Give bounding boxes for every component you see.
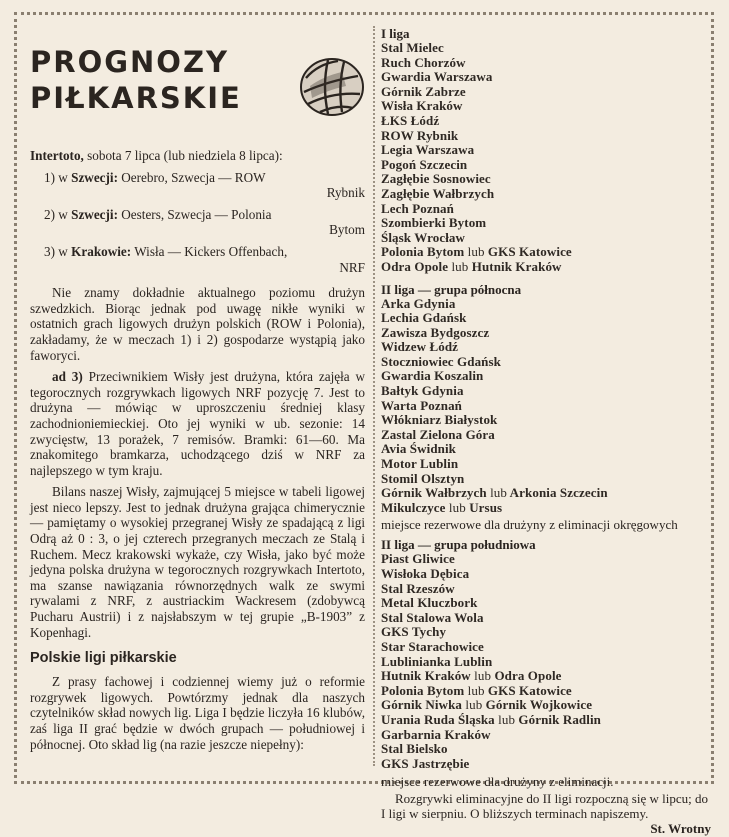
list-item-alt: Górnik Wałbrzych lub Arkonia Szczecin bbox=[381, 485, 608, 501]
column-divider bbox=[373, 26, 375, 766]
list-item: Widzew Łódź bbox=[381, 339, 459, 355]
intro-rest: sobota 7 lipca (lub niedziela 8 lipca): bbox=[83, 148, 283, 163]
match-num: 1) w bbox=[44, 169, 68, 185]
list-item: Metal Kluczbork bbox=[381, 595, 478, 611]
list-item: Garbarnia Kraków bbox=[381, 726, 491, 742]
match-text: Oerebro, Szwecja — ROW bbox=[121, 169, 266, 185]
match-2 bbox=[30, 207, 365, 238]
liga2s-list bbox=[381, 552, 711, 771]
list-item: Zawisza Bydgoszcz bbox=[381, 324, 490, 340]
paragraph-2-body: Przeciwnikiem Wisły jest drużyna, która zajęła w tegorocznych rozgrywkach ligowych NRF pozycję 7. Jest to drużyna — mówiąc w uproszczeniu średniej klasy zachodnioniemieckiej. Oto jej wyniki w ub. sezonie: 14 zwycięstw, 13 porażek, 7 remisów. Bramki: 61—60. Ma znakomitego bramkarza, uchodzącego dziś w NRF za najlepszego w tym kraju. bbox=[30, 369, 365, 478]
author: St. Wrotny bbox=[650, 821, 711, 837]
list-item: Gwardia Warszawa bbox=[381, 69, 493, 85]
list-item: Avia Świdnik bbox=[381, 441, 457, 457]
list-item: Star Starachowice bbox=[381, 638, 484, 654]
liga1-list bbox=[381, 41, 711, 275]
paragraph-2 bbox=[30, 369, 365, 478]
match-country: Krakowie: bbox=[71, 243, 132, 259]
closing-paragraph: Rozgrywki eliminacyjne do II ligi rozpoczną się w lipcu; do I ligi w sierpniu. O bliższych terminach napiszemy. bbox=[381, 791, 708, 822]
list-item: ŁKS Łódź bbox=[381, 112, 440, 128]
right-column bbox=[381, 26, 711, 837]
headline-line-1: PROGNOZY bbox=[30, 45, 229, 79]
list-item: Motor Lublin bbox=[381, 456, 459, 472]
list-item: Lublinianka Lublin bbox=[381, 653, 493, 669]
match-country: Szwecji: bbox=[71, 206, 118, 222]
list-item: Ruch Chorzów bbox=[381, 54, 466, 70]
intro bbox=[30, 148, 365, 164]
list-item: Bałtyk Gdynia bbox=[381, 383, 464, 399]
liga2n-heading: II liga — grupa północna bbox=[381, 281, 522, 297]
list-item: Zastal Zielona Góra bbox=[381, 426, 495, 442]
football-icon bbox=[298, 56, 366, 118]
paragraph-4: Z prasy fachowej i codziennej wiemy już o reformie rozgrywek ligowych. Powtórzmy jednak dla naszych czytelników skład nowych lig. Liga I będzie liczyła 16 klubów, zaś liga II grać będzie w dwóch grupach — południowej i północnej. Oto skład lig (na razie jeszcze niepełny): bbox=[30, 674, 365, 752]
list-item: Piast Gliwice bbox=[381, 551, 455, 567]
list-item-alt: Górnik Niwka lub Górnik Wojkowice bbox=[381, 697, 593, 713]
list-item: Stal Bielsko bbox=[381, 741, 448, 757]
match-3 bbox=[30, 244, 365, 275]
left-column bbox=[30, 26, 365, 752]
match-tail: Bytom bbox=[329, 222, 365, 238]
liga2n-list bbox=[381, 297, 711, 516]
list-item: Stal Mielec bbox=[381, 40, 444, 55]
title-block bbox=[30, 44, 365, 144]
match-tail: NRF bbox=[339, 259, 365, 275]
list-item: Gwardia Koszalin bbox=[381, 368, 484, 384]
list-item: Stomil Olsztyn bbox=[381, 470, 465, 486]
list-item-alt: Polonia Bytom lub GKS Katowice bbox=[381, 682, 572, 698]
paragraph-3: Bilans naszej Wisły, zajmującej 5 miejsce w tabeli ligowej jest nieco lepszy. Jest to jednak drużyna grająca chimerycznie — pamiętamy o wysokiej przegranej Wisły ze spadającą z ligi Odrą aż 0 : 3, o jej czterech przegranych meczach ze Stalą i Ruchem. Mecz krakowski wykaże, czy Wisła, jako być może jedyna polska drużyna w tegorocznych rozgrywkach Intertoto, ma szanse nawiązania równorzędnych walk ze swymi rywalami z NRF, z austriackim Wackresem (zdobywcą Pucharu Austrii) i z najsłabszym w tej grupie „B-1903” z Kopenhagi. bbox=[30, 484, 365, 640]
match-num: 3) w bbox=[44, 243, 68, 259]
headline-line-2: PIŁKARSKIE bbox=[30, 81, 242, 115]
list-item: Arka Gdynia bbox=[381, 295, 456, 311]
match-1 bbox=[30, 170, 365, 201]
list-item-alt: Odra Opole lub Hutnik Kraków bbox=[381, 258, 562, 274]
list-item: Lechia Gdańsk bbox=[381, 310, 467, 326]
list-item: Zagłębie Wałbrzych bbox=[381, 185, 495, 201]
list-item: Stal Stalowa Wola bbox=[381, 609, 484, 625]
match-tail: Rybnik bbox=[326, 185, 365, 201]
section-title: Polskie ligi piłkarskie bbox=[30, 650, 177, 667]
list-item: Szombierki Bytom bbox=[381, 215, 487, 231]
list-item: Śląsk Wrocław bbox=[381, 229, 466, 245]
list-item-alt: Urania Ruda Śląska lub Górnik Radlin bbox=[381, 711, 601, 727]
list-item: Stal Rzeszów bbox=[381, 580, 455, 596]
liga1-heading: I liga bbox=[381, 26, 410, 41]
match-text: Wisła — Kickers Offenbach, bbox=[134, 243, 288, 259]
liga2n-note: miejsce rezerwowe dla drużyny z eliminacji okręgowych bbox=[381, 517, 678, 533]
list-item: Zagłębie Sosnowiec bbox=[381, 171, 491, 187]
list-item: Pogoń Szczecin bbox=[381, 156, 468, 172]
list-item: Lech Poznań bbox=[381, 200, 454, 216]
list-item-alt: Hutnik Kraków lub Odra Opole bbox=[381, 668, 562, 684]
list-item: ROW Rybnik bbox=[381, 127, 459, 143]
paragraph-1: Nie znamy dokładnie aktualnego poziomu drużyn szwedzkich. Biorąc jednak pod uwagę nikłe wyniki w ostatnich grach ligowych drużyn polskich (ROW i Polonia), zakładamy, że w meczach 1) i 2) gospodarze wystąpią jako faworyci. bbox=[30, 285, 365, 363]
list-item: Warta Poznań bbox=[381, 397, 463, 413]
match-num: 2) w bbox=[44, 206, 68, 222]
liga2s-heading: II liga — grupa południowa bbox=[381, 537, 536, 553]
list-item-alt: Mikulczyce lub Ursus bbox=[381, 499, 503, 515]
list-item: Legia Warszawa bbox=[381, 142, 475, 158]
intro-bold: Intertoto, bbox=[30, 148, 84, 163]
list-item: GKS Jastrzębie bbox=[381, 755, 470, 771]
list-item: Włókniarz Białystok bbox=[381, 412, 498, 428]
list-item: Wisła Kraków bbox=[381, 98, 463, 114]
paragraph-2-lead: ad 3) bbox=[52, 369, 83, 385]
list-item: Stoczniowiec Gdańsk bbox=[381, 353, 501, 369]
list-item-alt: Polonia Bytom lub GKS Katowice bbox=[381, 244, 572, 260]
list-item: GKS Tychy bbox=[381, 624, 447, 640]
list-item: Górnik Zabrze bbox=[381, 83, 466, 99]
list-item: Wisłoka Dębica bbox=[381, 566, 470, 581]
liga2s-note: miejsce rezerwowe dla drużyny z eliminacji. bbox=[381, 774, 614, 790]
match-text: Oesters, Szwecja — Polonia bbox=[121, 206, 272, 222]
match-country: Szwecji: bbox=[71, 169, 118, 185]
